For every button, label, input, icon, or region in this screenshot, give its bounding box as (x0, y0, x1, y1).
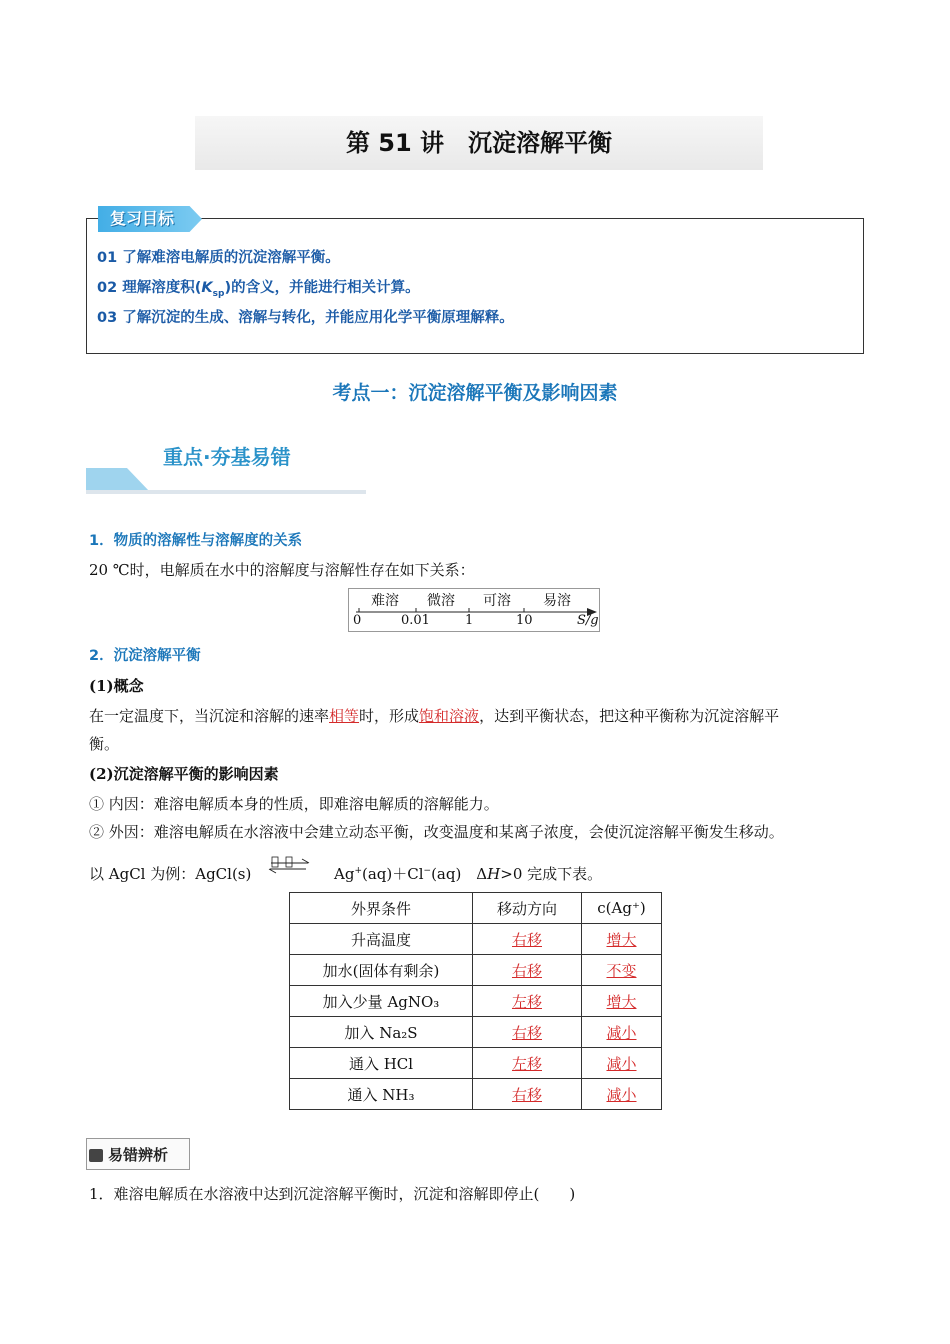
table-header-row (290, 893, 662, 924)
table-cell-concentration: 增大 (582, 924, 662, 955)
heading-equilibrium: 2．沉淀溶解平衡 (89, 648, 201, 664)
answer-saturated: 饱和溶液 (419, 707, 480, 725)
equilibrium-arrow-icon (266, 855, 312, 877)
scale-tick-001: 0.01 (401, 613, 430, 628)
table-row (290, 1048, 662, 1079)
table-cell-condition: 升高温度 (290, 924, 473, 955)
key-header-title: 重点·夯基易错 (163, 445, 291, 469)
solubility-scale (348, 588, 600, 632)
table-cell-concentration: 不变 (582, 955, 662, 986)
factor-outer: ② 外因：难溶电解质在水溶液中会建立动态平衡，改变温度和某离子浓度，会使沉淀溶解平衡发生移动。 (89, 823, 784, 841)
table-cell-direction: 右移 (473, 1017, 582, 1048)
factor-inner: ① 内因：难溶电解质本身的性质，即难溶电解质的溶解能力。 (89, 795, 499, 813)
scale-tick-0: 0 (353, 613, 362, 628)
goals-tag-label: 复习目标 (110, 209, 175, 228)
solubility-intro: 20 ℃时，电解质在水中的溶解度与溶解性存在如下关系： (89, 561, 475, 579)
goals-tag (98, 206, 202, 232)
table-cell-condition: 加入少量 AgNO₃ (290, 986, 473, 1017)
heading-solubility: 1．物质的溶解性与溶解度的关系 (89, 533, 303, 549)
scale-tick-10: 10 (516, 613, 533, 628)
table-cell-condition: 通入 HCl (290, 1048, 473, 1079)
subheading-factors: (2)沉淀溶解平衡的影响因素 (89, 765, 279, 783)
table-cell-concentration: 减小 (582, 1017, 662, 1048)
table-cell-direction: 右移 (473, 1079, 582, 1110)
scale-unit: S/g (577, 613, 599, 628)
table-row (290, 955, 662, 986)
concept-text-cont: 衡。 (89, 735, 120, 753)
table-row (290, 1017, 662, 1048)
table-header: c(Ag⁺) (582, 893, 662, 924)
goal-item-3: 03 了解沉淀的生成、溶解与转化，并能应用化学平衡原理解释。 (97, 310, 514, 326)
key-header-shape (86, 468, 150, 492)
table-row (290, 1079, 662, 1110)
error-question-1: 1．难溶电解质在水溶液中达到沉淀溶解平衡时，沉淀和溶解即停止( ) (89, 1185, 576, 1203)
table-cell-concentration: 减小 (582, 1048, 662, 1079)
scale-category-4: 易溶 (543, 593, 571, 609)
table-cell-direction: 左移 (473, 986, 582, 1017)
table-header: 移动方向 (473, 893, 582, 924)
table-cell-condition: 通入 NH₃ (290, 1079, 473, 1110)
page-title: 第 51 讲 沉淀溶解平衡 (345, 129, 613, 157)
scale-category-2: 微溶 (427, 593, 455, 609)
table-row (290, 924, 662, 955)
table-cell-condition: 加水(固体有剩余) (290, 955, 473, 986)
table-row (290, 986, 662, 1017)
subheading-concept: (1)概念 (89, 677, 144, 695)
scale-category-1: 难溶 (371, 593, 399, 609)
concept-text: 在一定温度下，当沉淀和溶解的速率相等时，形成饱和溶液，达到平衡状态，把这种平衡称为沉淀溶解平 (89, 707, 780, 725)
key-header-line (86, 490, 366, 494)
table-cell-direction: 右移 (473, 924, 582, 955)
equation-left: 以 AgCl 为例：AgCl(s) (89, 865, 252, 883)
scale-tick-1: 1 (465, 613, 474, 628)
conditions-table (289, 892, 662, 1110)
table-cell-condition: 加入 Na₂S (290, 1017, 473, 1048)
section-title: 考点一：沉淀溶解平衡及影响因素 (332, 382, 618, 404)
table-cell-direction: 右移 (473, 955, 582, 986)
error-analysis-label: 易错辨析 (108, 1146, 169, 1164)
answer-equal: 相等 (329, 707, 360, 725)
equation-right: Ag+(aq)＋Cl−(aq) ΔH>0 完成下表。 (334, 865, 603, 883)
table-cell-concentration: 增大 (582, 986, 662, 1017)
goal-item-2: 02 理解溶度积$(K_{sp})$的含义，并能进行相关计算。 (97, 280, 420, 299)
table-header: 外界条件 (290, 893, 473, 924)
table-cell-concentration: 减小 (582, 1079, 662, 1110)
table-cell-direction: 左移 (473, 1048, 582, 1079)
error-analysis-icon (89, 1149, 103, 1162)
scale-category-3: 可溶 (483, 593, 511, 609)
goal-item-1: 01 了解难溶电解质的沉淀溶解平衡。 (97, 250, 340, 266)
